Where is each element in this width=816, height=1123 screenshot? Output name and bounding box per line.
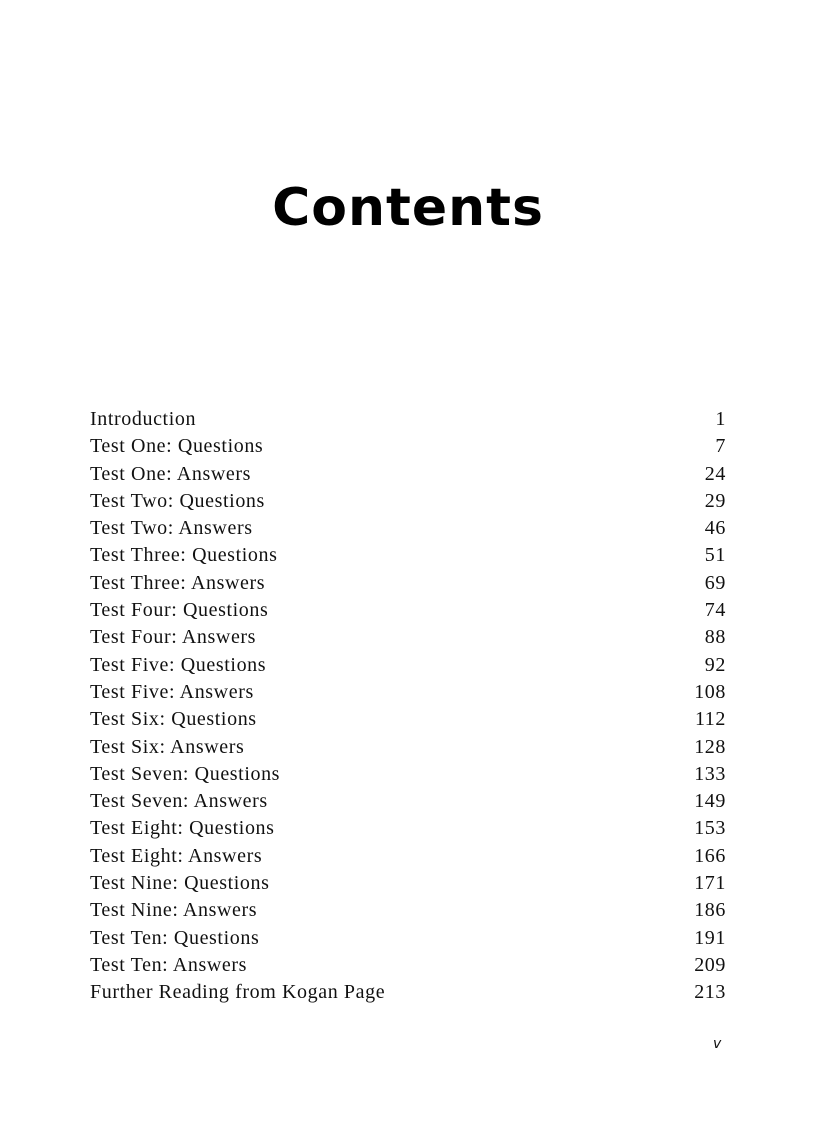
- toc-entry-page: 153: [694, 817, 726, 840]
- toc-entry: [90, 954, 726, 981]
- toc-entry-label: Test Two: Questions: [90, 489, 265, 512]
- toc-entry-page: 51: [704, 544, 726, 567]
- page-title: Contents: [272, 178, 544, 238]
- toc-entry-page: 149: [694, 790, 726, 813]
- toc-entry: [90, 408, 726, 435]
- toc-entry-page: 171: [694, 872, 726, 895]
- toc-entry: [90, 435, 726, 462]
- toc-entry: [90, 517, 726, 544]
- page-number: v: [713, 1036, 722, 1052]
- toc-entry-page: 24: [704, 462, 726, 485]
- toc-entry: [90, 599, 726, 626]
- toc-entry: [90, 899, 726, 926]
- toc-entry: [90, 845, 726, 872]
- toc-entry-label: Test Seven: Questions: [90, 762, 281, 785]
- toc-entry: [90, 572, 726, 599]
- toc-entry-label: Test Three: Answers: [90, 571, 266, 594]
- toc-entry: [90, 463, 726, 490]
- toc-entry: [90, 790, 726, 817]
- toc-entry-label: Test Three: Questions: [90, 544, 278, 567]
- toc-entry-label: Test Six: Answers: [90, 735, 245, 758]
- toc-entry-page: 29: [704, 489, 726, 512]
- toc-entry-label: Test Ten: Answers: [90, 953, 248, 976]
- toc-entry-label: Test Six: Questions: [90, 708, 257, 731]
- toc-entry-page: 213: [694, 981, 726, 1004]
- toc-entry-label: Test Five: Answers: [90, 680, 254, 703]
- toc-entry-page: 1: [715, 408, 726, 430]
- toc-entry-page: 128: [694, 735, 726, 758]
- toc-entry-label: Test Nine: Answers: [90, 899, 258, 922]
- toc-entry: [90, 490, 726, 517]
- toc-entry-page: 74: [704, 599, 726, 622]
- toc-entry: [90, 626, 726, 653]
- toc-entry-label: Test Nine: Questions: [90, 872, 270, 895]
- table-of-contents: [90, 408, 726, 1009]
- toc-entry-label: Test Two: Answers: [90, 517, 253, 540]
- toc-entry-page: 92: [704, 653, 726, 676]
- toc-entry-label: Test Five: Questions: [90, 653, 267, 676]
- toc-entry-label: Test Four: Questions: [90, 599, 269, 622]
- toc-entry: [90, 736, 726, 763]
- toc-entry-page: 69: [704, 571, 726, 594]
- toc-entry-page: 209: [694, 953, 726, 976]
- toc-entry-page: 7: [715, 435, 726, 458]
- toc-entry-page: 191: [694, 926, 726, 949]
- toc-entry-page: 166: [694, 844, 726, 867]
- toc-entry: [90, 981, 726, 1008]
- toc-entry: [90, 544, 726, 571]
- toc-entry-page: 186: [694, 899, 726, 922]
- toc-entry-label: Test Ten: Questions: [90, 926, 260, 949]
- toc-entry-label: Introduction: [90, 408, 197, 430]
- toc-entry-label: Test Seven: Answers: [90, 790, 268, 813]
- toc-entry-label: Further Reading from Kogan Page: [90, 981, 386, 1004]
- toc-entry: [90, 927, 726, 954]
- toc-entry-page: 88: [704, 626, 726, 649]
- toc-entry-label: Test One: Answers: [90, 462, 252, 485]
- toc-entry-page: 108: [694, 680, 726, 703]
- toc-entry: [90, 817, 726, 844]
- toc-entry: [90, 708, 726, 735]
- toc-entry-label: Test Eight: Questions: [90, 817, 275, 840]
- toc-entry: [90, 681, 726, 708]
- toc-entry-label: Test Four: Answers: [90, 626, 257, 649]
- toc-entry: [90, 763, 726, 790]
- toc-entry-label: Test Eight: Answers: [90, 844, 263, 867]
- toc-entry-label: Test One: Questions: [90, 435, 264, 458]
- toc-entry: [90, 654, 726, 681]
- toc-entry-page: 46: [704, 517, 726, 540]
- toc-entry: [90, 872, 726, 899]
- toc-entry-page: 133: [694, 762, 726, 785]
- toc-entry-page: 112: [694, 708, 726, 731]
